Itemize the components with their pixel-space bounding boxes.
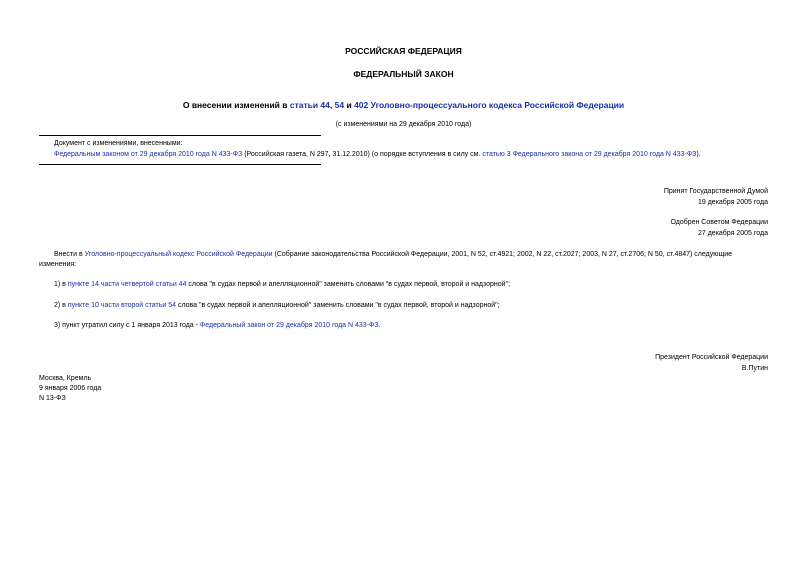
revision-note: (с изменениями на 29 декабря 2010 года) — [335, 121, 472, 128]
duma-adoption-date: 19 декабря 2005 года — [697, 199, 768, 206]
intro-link-criminal-procedure-code[interactable]: Уголовно-процессуальный кодекс Российской Федерации — [84, 251, 273, 258]
title-separator: и — [344, 100, 355, 110]
changes-text: (Российская газета, N 297, 31.12.2010) (о порядке вступления в силу см. — [242, 151, 483, 158]
council-approval-date: 27 декабря 2005 года — [697, 230, 768, 237]
title-separator: , — [329, 100, 335, 110]
amendment-item-1 — [54, 281, 510, 288]
changes-intro: Документ с изменениями, внесенными: — [54, 140, 183, 147]
item-suffix: слова "в судах первой и апелляционной" заменить словами "в судах первой, второй и надзорной"; — [176, 302, 500, 309]
changes-link-article-3[interactable]: статью 3 Федерального закона от 29 декабря 2010 года N 433-ФЗ — [482, 151, 697, 158]
law-title — [0, 100, 807, 110]
changes-text-end: ). — [696, 151, 701, 158]
title-prefix: О внесении изменений в — [182, 100, 290, 110]
law-type-heading: ФЕДЕРАЛЬНЫЙ ЗАКОН — [353, 69, 454, 79]
item-prefix: 2) в — [54, 302, 68, 309]
title-link-article-54[interactable]: 54 — [334, 100, 345, 110]
changes-line — [54, 151, 701, 158]
law-number: N 13-ФЗ — [39, 395, 66, 402]
changes-link-law-433[interactable]: Федеральным законом от 29 декабря 2010 года N 433-ФЗ — [54, 151, 243, 158]
title-link-article-44[interactable]: статьи 44 — [289, 100, 330, 110]
intro-paragraph — [39, 250, 767, 270]
country-heading: РОССИЙСКАЯ ФЕДЕРАЦИЯ — [345, 46, 462, 56]
changes-top-divider — [39, 135, 321, 136]
item-2-link[interactable]: пункте 10 части второй статьи 54 — [67, 302, 177, 309]
title-link-article-402[interactable]: 402 Уголовно-процессуального кодекса Российской Федерации — [354, 100, 625, 110]
duma-adoption-label: Принят Государственной Думой — [663, 188, 768, 195]
council-approval-label: Одобрен Советом Федерации — [670, 219, 768, 226]
changes-bottom-divider — [39, 164, 321, 165]
item-suffix: слова "в судах первой и апелляционной" заменить словами "в судах первой, второй и надзорной"; — [186, 281, 511, 288]
intro-suffix: (Собрание законодательства Российской Федерации, 2001, N 52, ст.4921; 2002, N 22, ст.2027; 2003, N 27, ст.2706; N 50, ст.4847) следующие изменения: — [39, 251, 733, 268]
item-prefix: 1) в — [54, 281, 68, 288]
item-suffix: . — [378, 322, 381, 329]
signing-date: 9 января 2006 года — [39, 385, 102, 392]
amendment-item-2 — [54, 302, 500, 309]
item-prefix: 3) пункт утратил силу с 1 января 2013 года - — [54, 322, 200, 329]
amendment-item-3 — [54, 322, 381, 329]
signing-place: Москва, Кремль — [39, 375, 92, 382]
signature-name: В.Путин — [741, 365, 768, 372]
item-3-link[interactable]: Федеральный закон от 29 декабря 2010 года N 433-ФЗ — [199, 322, 379, 329]
signature-position: Президент Российской Федерации — [655, 354, 768, 361]
intro-prefix: Внести в — [54, 251, 85, 258]
item-1-link[interactable]: пункте 14 части четвертой статьи 44 — [67, 281, 187, 288]
